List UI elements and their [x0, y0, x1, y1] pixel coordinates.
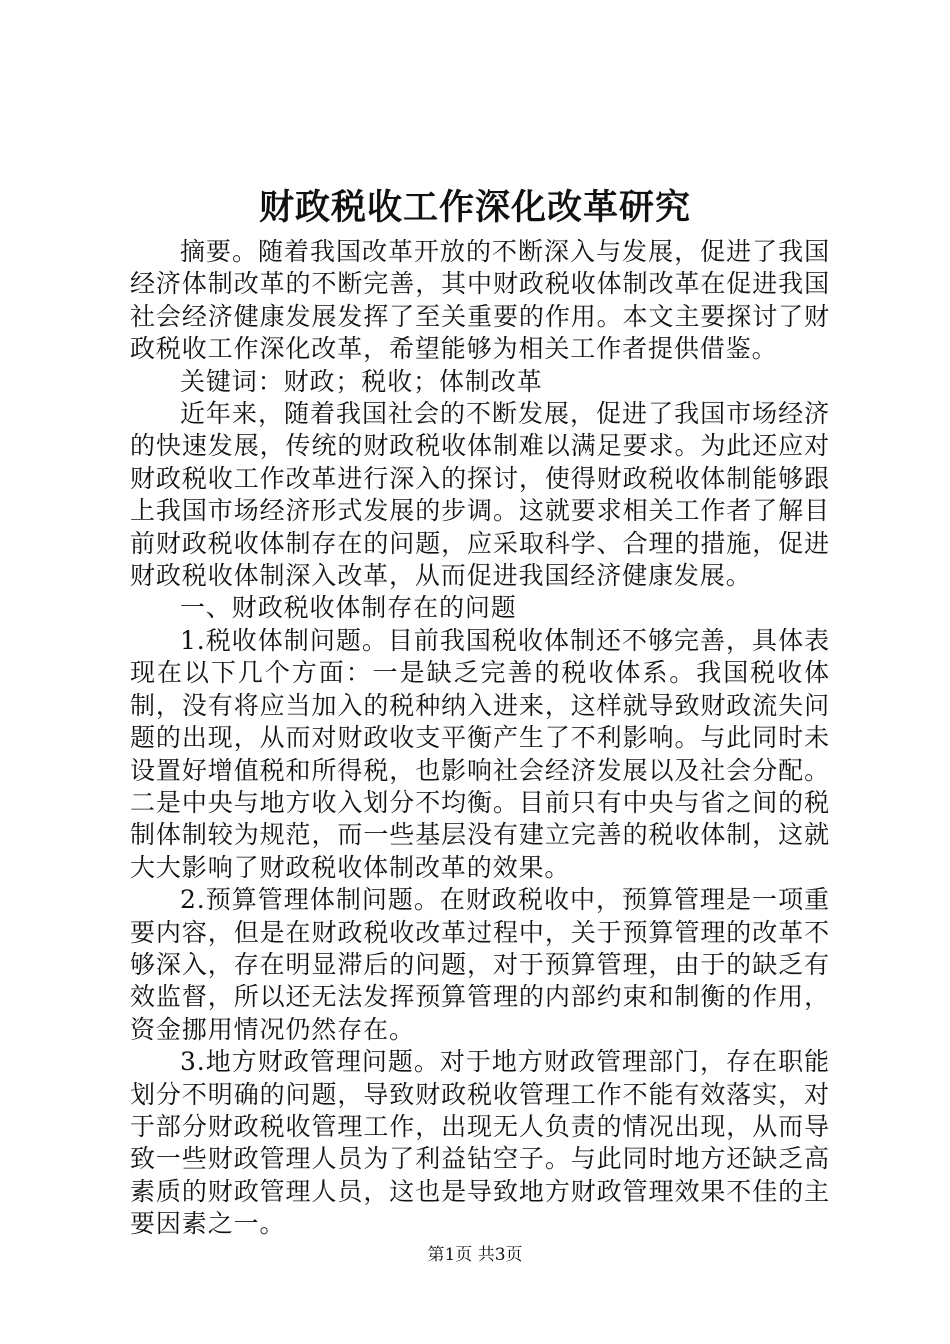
section-heading-1: 一、财政税收体制存在的问题 [180, 593, 517, 623]
body-paragraph-tax-system: 1.税收体制问题。目前我国税收体制还不够完善，具体表现在以下几个方面：一是缺乏完善的税收体系。我国税收体制，没有将应当加入的税种纳入进来，这样就导致财政流失问题的出现，从而对财政收支平衡产生了不利影响。与此同时未设置好增值税和所得税，也影响社会经济发展以及社会分配。二是中央与地方收入划分不均衡。目前只有中央与省之间的税制体制较为规范，而一些基层没有建立完善的税收体制，这就大大影响了财政税收体制改革的效果。 [130, 625, 830, 882]
body-paragraph-local-finance: 3.地方财政管理问题。对于地方财政管理部门，存在职能划分不明确的问题，导致财政税收管理工作不能有效落实，对于部分财政税收管理工作，出现无人负责的情况出现，从而导致一些财政管理人员为了利益钻空子。与此同时地方还缺乏高素质的财政管理人员，这也是导致地方财政管理效果不佳的主要因素之一。 [130, 1047, 830, 1239]
page-footer: 第1页 共3页 [427, 1245, 523, 1265]
document-title: 财政税收工作深化改革研究 [258, 187, 691, 228]
document-body [130, 236, 830, 1241]
intro-paragraph: 近年来，随着我国社会的不断发展，促进了我国市场经济的快速发展，传统的财政税收体制难以满足要求。为此还应对财政税收工作改革进行深入的探讨，使得财政税收体制能够跟上我国市场经济形式发展的步调。这就要求相关工作者了解目前财政税收体制存在的问题，应采取科学、合理的措施，促进财政税收体制深入改革，从而促进我国经济健康发展。 [130, 399, 830, 591]
body-paragraph-budget: 2.预算管理体制问题。在财政税收中，预算管理是一项重要内容，但是在财政税收改革过程中，关于预算管理的改革不够深入，存在明显滞后的问题，对于预算管理，由于的缺乏有效监督，所以还无法发挥预算管理的内部约束和制衡的作用，资金挪用情况仍然存在。 [130, 885, 830, 1044]
abstract-paragraph: 摘要。随着我国改革开放的不断深入与发展，促进了我国经济体制改革的不断完善，其中财政税收体制改革在促进我国社会经济健康发展发挥了至关重要的作用。本文主要探讨了财政税收工作深化改革，希望能够为相关工作者提供借鉴。 [130, 237, 830, 364]
keywords-paragraph: 关键词：财政；税收；体制改革 [180, 366, 543, 396]
